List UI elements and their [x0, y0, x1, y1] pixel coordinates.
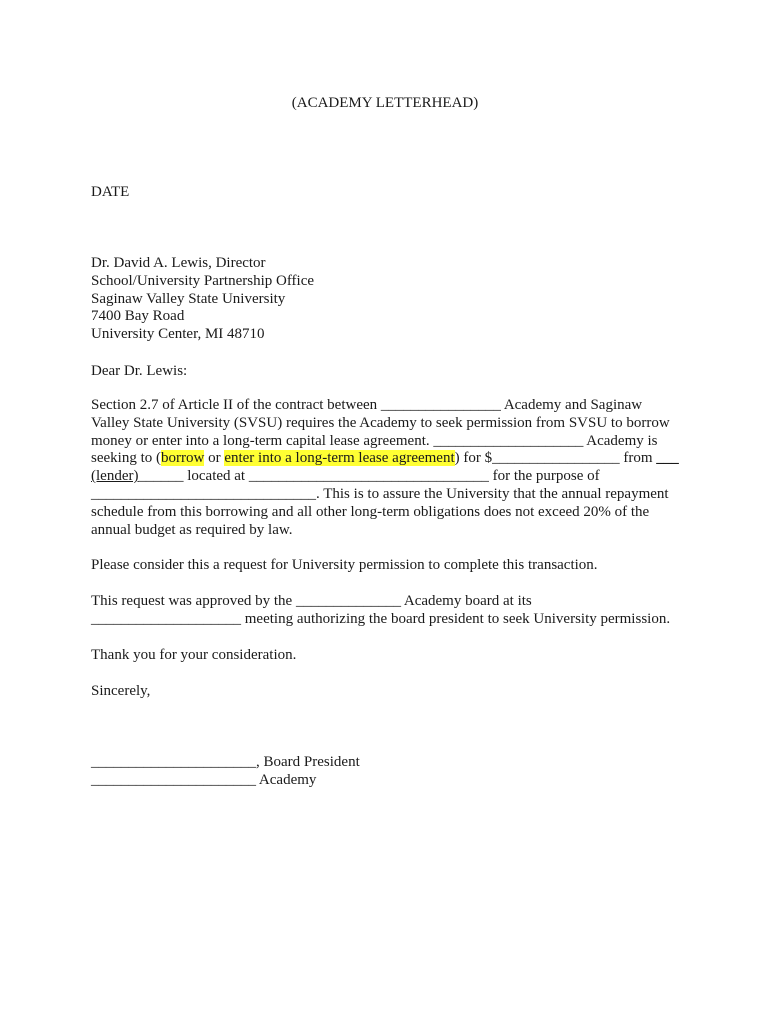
paragraph-line: schedule from this borrowing and all other long-term obligations does not exceed 20% of the: [91, 503, 650, 520]
date-line: DATE: [91, 184, 130, 200]
highlight-lease: enter into a long-term lease agreement: [224, 450, 455, 467]
text-segment: seeking to (: [91, 450, 161, 467]
text-segment: ______ located at ________________________________ for the purpose of: [138, 468, 600, 485]
address-line: Saginaw Valley State University: [91, 290, 286, 307]
approval-paragraph: [91, 593, 670, 629]
salutation: Dear Dr. Lewis:: [91, 363, 188, 379]
address-line: Dr. David A. Lewis, Director: [91, 255, 266, 271]
signature-line: ______________________, Board President: [91, 754, 360, 770]
text-segment: or: [204, 450, 225, 467]
address-line: University Center, MI 48710: [91, 326, 265, 343]
highlight-borrow: borrow: [160, 450, 205, 467]
lender-blank: ___: [656, 450, 679, 467]
letterhead: (ACADEMY LETTERHEAD): [291, 95, 479, 111]
recipient-address: [91, 255, 314, 344]
signature-block: [91, 754, 360, 790]
paragraph-line: money or enter into a long-term capital lease agreement. ____________________ Academy is: [91, 432, 658, 449]
paragraph-line: Valley State University (SVSU) requires the Academy to seek permission from SVSU to borrow: [91, 414, 670, 431]
address-line: 7400 Bay Road: [91, 308, 185, 325]
paragraph-line: [91, 468, 679, 486]
paragraph-line: annual budget as required by law.: [91, 521, 293, 538]
paragraph-line: ______________________________. This is to assure the University that the annual repayment: [91, 485, 669, 502]
consideration-request: Please consider this a request for University permission to complete this transaction.: [91, 557, 598, 573]
thank-you: Thank you for your consideration.: [91, 647, 297, 663]
request-paragraph: [91, 397, 679, 539]
closing: Sincerely,: [91, 683, 151, 699]
paragraph-line: [91, 450, 679, 468]
lender-label: (lender): [91, 468, 139, 485]
signature-line: ______________________ Academy: [91, 771, 317, 788]
address-line: School/University Partnership Office: [91, 272, 315, 289]
paragraph-line: This request was approved by the ______________ Academy board at its: [91, 593, 532, 609]
paragraph-line: Section 2.7 of Article II of the contract between ________________ Academy and Saginaw: [91, 397, 643, 413]
text-segment: ) for $_________________ from: [454, 450, 657, 467]
paragraph-line: ____________________ meeting authorizing the board president to seek University permission.: [91, 610, 671, 627]
